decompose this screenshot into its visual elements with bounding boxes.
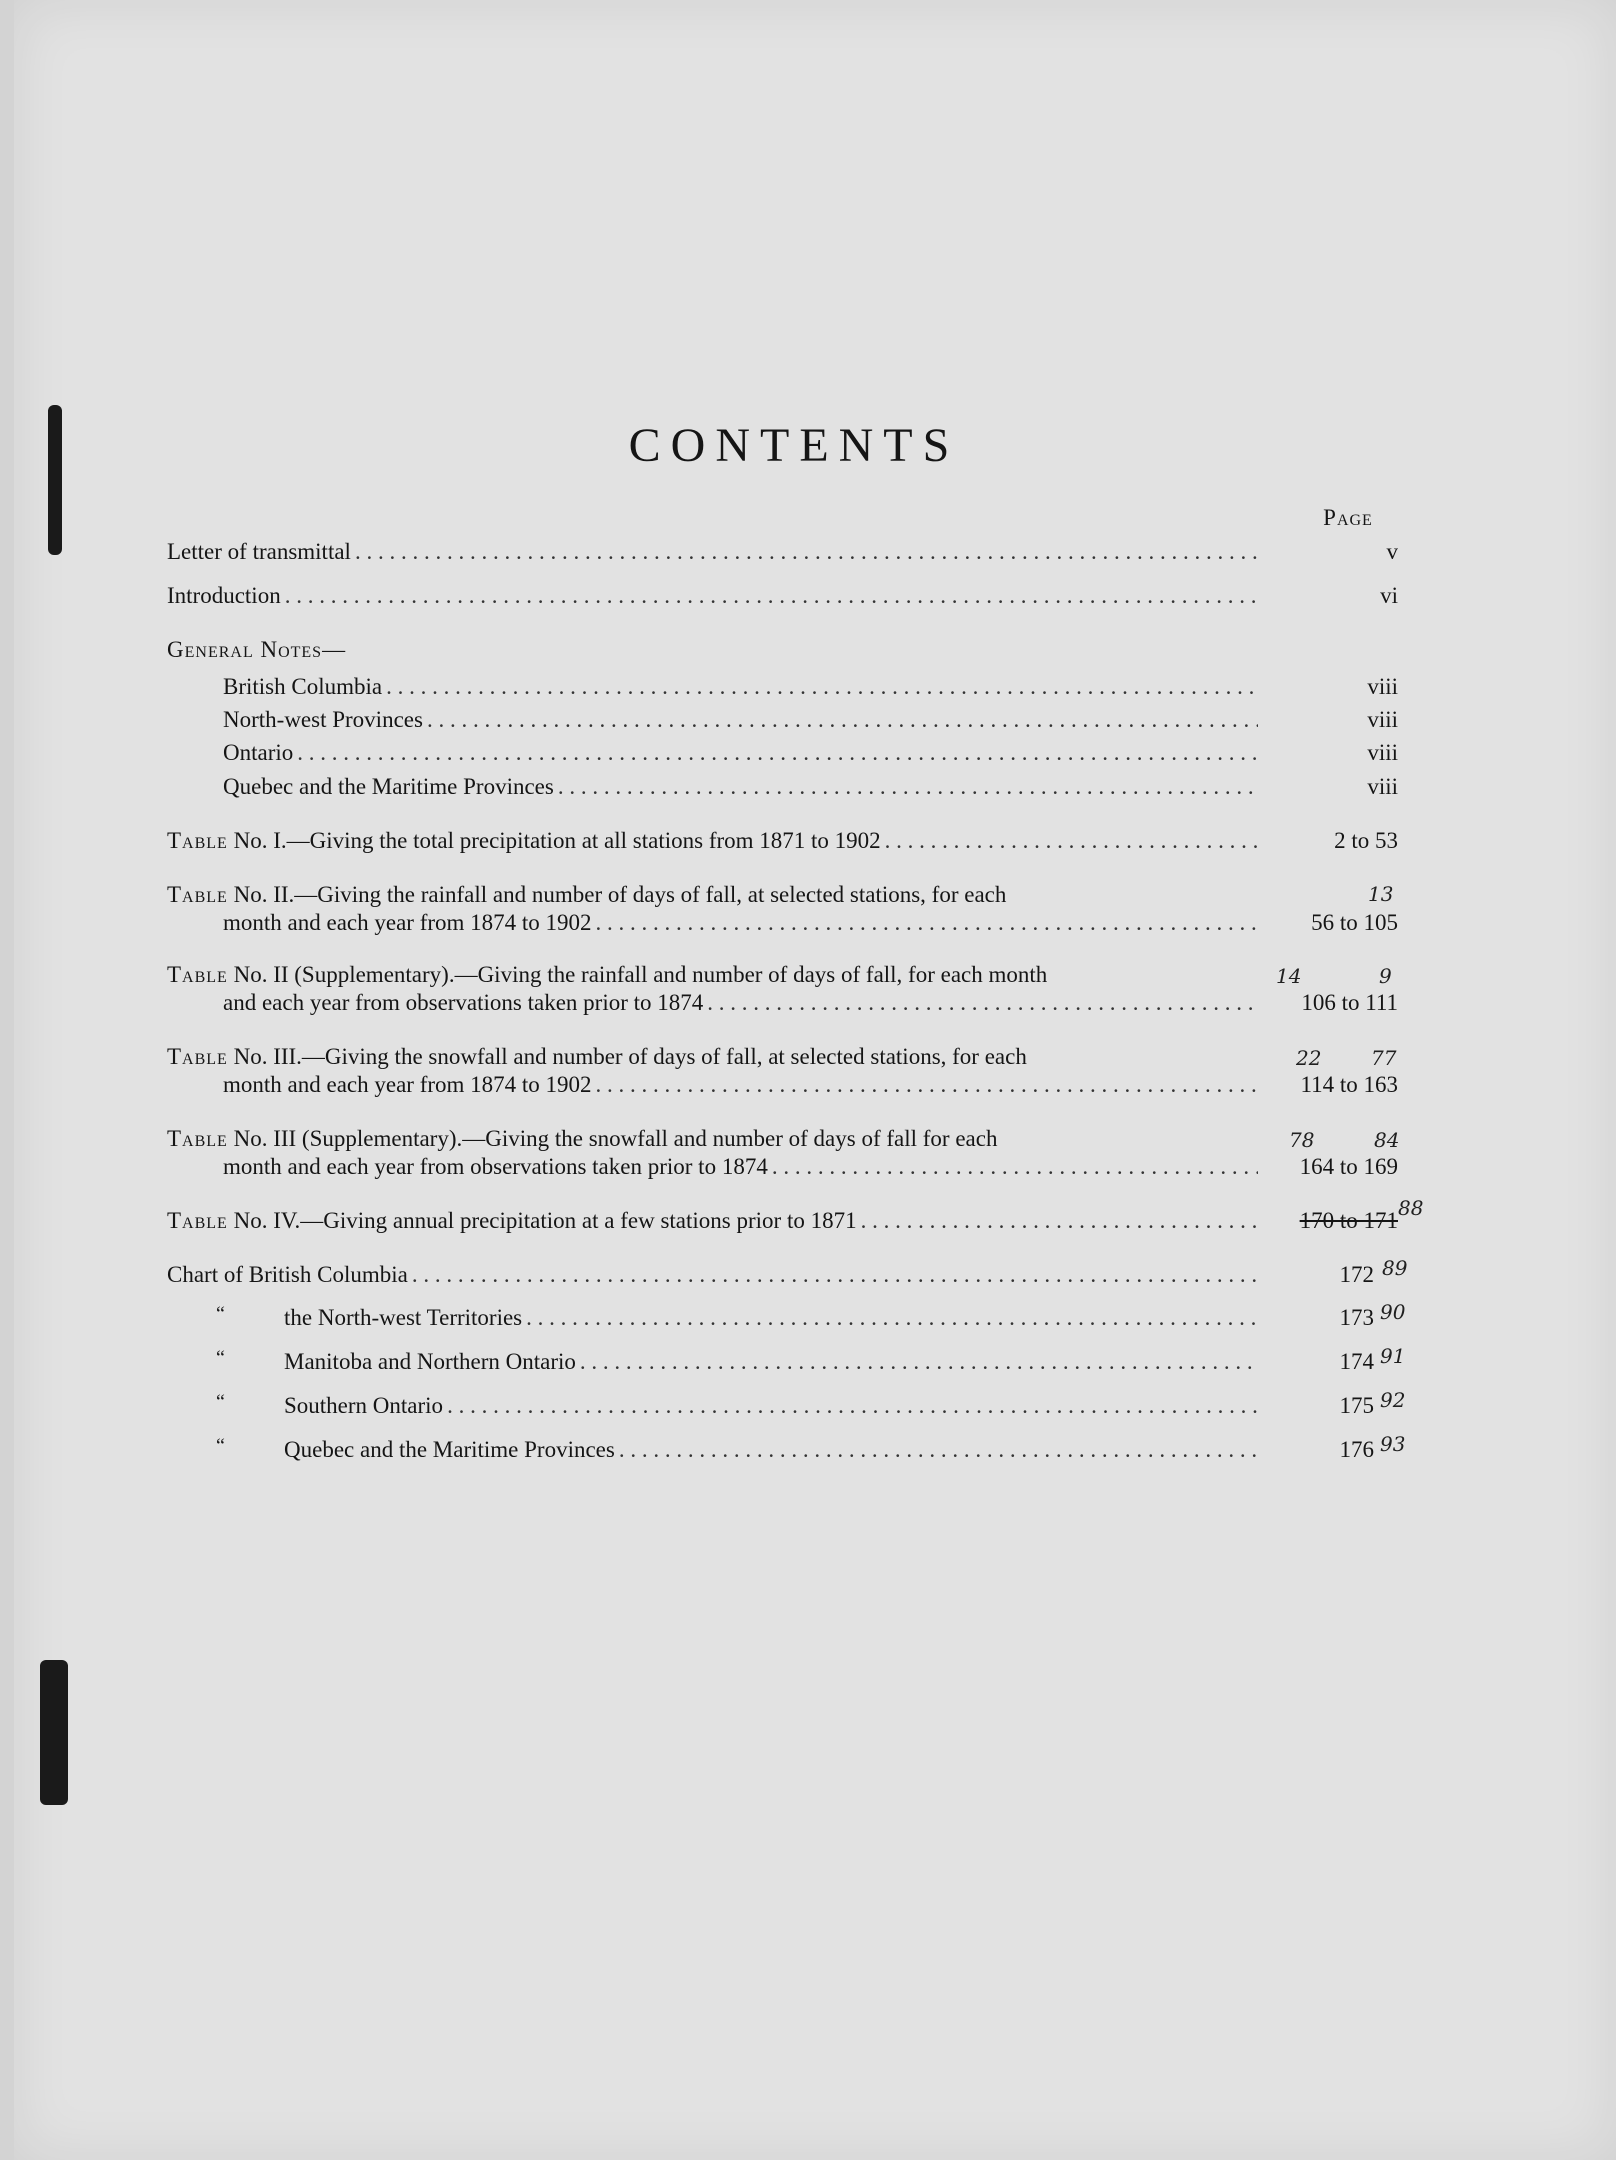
toc-entry-table-4[interactable]: Table No. IV.—Giving annual precipitation at a few stations prior to 1871 . . . [167, 1207, 1262, 1235]
toc-entry-table-3-supp-line2[interactable]: month and each year from observations taken prior to 1874 . . . [223, 1153, 1262, 1181]
toc-page-table-2: 56 to 105 [1311, 910, 1398, 935]
toc-entry-north-west-provinces[interactable]: North-west Provinces . . . [223, 706, 1262, 734]
toc-entry-chart-north-west-territories[interactable]: the North-west Territories . . . [284, 1304, 1262, 1332]
handwritten-note-table-3-b: 77 [1371, 1046, 1397, 1070]
ditto-mark: “ [216, 1347, 225, 1369]
toc-entry-table-3-line2[interactable]: month and each year from 1874 to 1902 . . . [223, 1071, 1262, 1099]
toc-page-table-1: 2 to 53 [1334, 828, 1398, 853]
handwritten-note-chart-bc: 89 [1382, 1256, 1408, 1280]
toc-page-chart-british-columbia: 172 [1339, 1262, 1374, 1287]
handwritten-note-table-3-supp-b: 84 [1374, 1128, 1400, 1152]
handwritten-note-table-3-supp-a: 78 [1289, 1128, 1315, 1152]
toc-page-chart-southern-ontario: 175 [1339, 1393, 1374, 1418]
toc-entry-table-2-line1[interactable]: Table No. II.—Giving the rainfall and number of days of fall, at selected stations, for each [167, 882, 1007, 907]
toc-page-table-3-supp: 164 to 169 [1299, 1154, 1398, 1179]
ditto-mark: “ [216, 1435, 225, 1457]
toc-entry-table-2-supp-line2[interactable]: and each year from observations taken prior to 1874 . . . [223, 989, 1262, 1017]
toc-page-british-columbia: viii [1367, 674, 1398, 699]
toc-entry-letter[interactable]: Letter of transmittal . . . [167, 538, 1262, 566]
toc-entry-british-columbia[interactable]: British Columbia . . . [223, 673, 1262, 701]
toc-page-quebec-maritime: viii [1367, 774, 1398, 799]
toc-page-chart-quebec-maritime: 176 [1339, 1437, 1374, 1462]
toc-entry-chart-manitoba-northern-ontario[interactable]: Manitoba and Northern Ontario . . . [284, 1348, 1262, 1376]
handwritten-note-table-2-supp-a: 14 [1276, 964, 1302, 988]
handwritten-note-table-2-supp-b: 9 [1379, 964, 1392, 988]
toc-entry-table-3-line1[interactable]: Table No. III.—Giving the snowfall and number of days of fall, at selected stations, for each [167, 1044, 1027, 1069]
handwritten-note-chart-quebec: 93 [1380, 1432, 1406, 1456]
toc-section-general-notes: General Notes— [167, 637, 347, 662]
toc-page-table-4: 170 to 171 [1299, 1208, 1398, 1233]
toc-page-introduction: vi [1380, 583, 1398, 608]
toc-entry-table-2-supp-line1[interactable]: Table No. II (Supplementary).—Giving the rainfall and number of days of fall, for each month [167, 962, 1048, 987]
toc-page-north-west-provinces: viii [1367, 707, 1398, 732]
handwritten-note-chart-manitoba: 91 [1380, 1344, 1406, 1368]
document-page [14, 0, 1616, 2160]
toc-page-ontario: viii [1367, 740, 1398, 765]
toc-entry-introduction[interactable]: Introduction . . . [167, 582, 1262, 610]
ditto-mark: “ [216, 1303, 225, 1325]
ditto-mark: “ [216, 1391, 225, 1413]
toc-page-chart-north-west-territories: 173 [1339, 1305, 1374, 1330]
toc-entry-chart-southern-ontario[interactable]: Southern Ontario . . . [284, 1392, 1262, 1420]
handwritten-note-table-2: 13 [1368, 882, 1394, 906]
toc-entry-ontario[interactable]: Ontario . . . [223, 739, 1262, 767]
toc-entry-table-1[interactable]: Table No. I.—Giving the total precipitation at all stations from 1871 to 1902 . . . [167, 827, 1262, 855]
toc-entry-table-3-supp-line1[interactable]: Table No. III (Supplementary).—Giving the snowfall and number of days of fall for each [167, 1126, 998, 1151]
toc-page-table-3: 114 to 163 [1300, 1072, 1398, 1097]
toc-page-letter: v [1386, 539, 1398, 564]
page-column-label: Page [1323, 505, 1373, 530]
handwritten-note-chart-southern-ontario: 92 [1380, 1388, 1406, 1412]
page-title: CONTENTS [628, 419, 960, 472]
binding-clip-bottom [40, 1660, 68, 1805]
toc-entry-quebec-maritime[interactable]: Quebec and the Maritime Provinces . . . [223, 773, 1262, 801]
toc-entry-chart-quebec-maritime[interactable]: Quebec and the Maritime Provinces . . . [284, 1436, 1262, 1464]
toc-page-chart-manitoba-northern-ontario: 174 [1339, 1349, 1374, 1374]
handwritten-note-table-3-a: 22 [1296, 1046, 1322, 1070]
toc-entry-table-2-line2[interactable]: month and each year from 1874 to 1902 . . . [223, 909, 1262, 937]
toc-page-table-2-supp: 106 to 111 [1301, 990, 1398, 1015]
handwritten-note-table-4: 88 [1398, 1196, 1424, 1220]
toc-entry-chart-british-columbia[interactable]: Chart of British Columbia . . . [167, 1261, 1262, 1289]
handwritten-note-chart-nwt: 90 [1380, 1300, 1406, 1324]
